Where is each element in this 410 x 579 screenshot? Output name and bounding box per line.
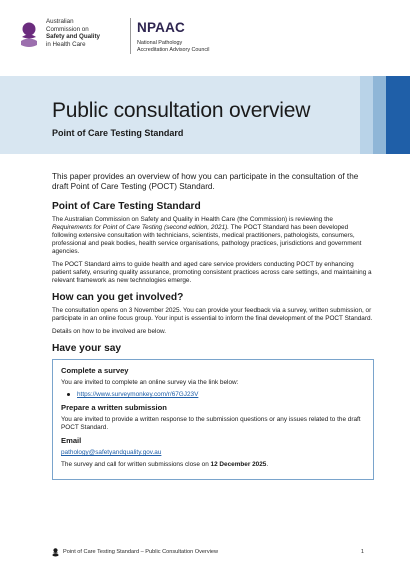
involved-paragraph-2: Details on how to be involved are below.: [52, 328, 167, 335]
poct-p1-italic: Requirements for Point of Care Testing (second edition, 2021).: [52, 224, 230, 231]
section-heading-involved: How can you get involved?: [52, 292, 184, 303]
poct-p1-start: The Australian Commission on Safety and Quality in Health Care (the Commission) is reviewing the: [52, 216, 333, 223]
page-footer: [52, 548, 364, 558]
have-your-say-box: [52, 359, 374, 480]
commission-logo-icon: [18, 22, 40, 52]
poct-paragraph-2: The POCT Standard aims to guide health and aged care service providers conducting POCT by enhancing patient safety, ensuring quality assurance, promoting consistent practices across care settings, and maintaining a relevant framework as new technologies emerge.: [52, 261, 372, 284]
commission-name: [46, 18, 100, 48]
page-subtitle: Point of Care Testing Standard: [52, 128, 184, 138]
logo-divider: [130, 18, 131, 54]
org-line: Commission on: [46, 25, 89, 33]
npaac-sub-line: Accreditation Advisory Council: [137, 46, 210, 53]
banner-stripe-dark: [386, 76, 410, 154]
page-title: Public consultation overview: [52, 99, 311, 122]
survey-link[interactable]: https://www.surveymonkey.com/r/67GJ23V: [77, 391, 199, 398]
survey-link-item: [61, 391, 365, 398]
org-line: Safety and Quality: [46, 33, 100, 41]
survey-heading: Complete a survey: [61, 366, 129, 375]
written-submission-text: You are invited to provide a written response to the submission questions or any issues related to the draft POCT Standard.: [61, 416, 361, 431]
email-link[interactable]: pathology@safetyandquality.gov.au: [61, 449, 162, 456]
email-heading: Email: [61, 436, 82, 445]
close-date: 12 December 2025: [210, 461, 267, 468]
involved-paragraph-1: The consultation opens on 3 November 2025. You can provide your feedback via a survey, written submission, or participate in an online focus group. Your input is essential to inform the final development of the POCT Standard.: [52, 307, 373, 322]
footer-text: Point of Care Testing Standard – Public Consultation Overview: [63, 549, 219, 555]
poct-p1-end: The POCT Standard has been developed following extensive consultation with technicians, scientists, medical practitioners, pathologists, consumers, professional and peak bodies, health service organisations, pathology practices, jurisdictions and government agencies.: [52, 224, 362, 255]
main-content: [52, 172, 374, 480]
npaac-logo-subtitle: [137, 40, 210, 53]
banner-stripe-mid: [373, 76, 386, 154]
section-heading-poct: Point of Care Testing Standard: [52, 201, 201, 212]
closing-date-text: [61, 461, 365, 469]
banner-stripe-light: [360, 76, 373, 154]
section-involved: [52, 292, 374, 336]
document-header: [0, 0, 410, 75]
close-text-end: .: [266, 461, 269, 468]
intro-paragraph: This paper provides an overview of how you can participate in the consultation of the draft Point of Care Testing (POCT) Standard.: [52, 172, 359, 191]
npaac-sub-line: National Pathology: [137, 40, 183, 46]
email-link-row: [61, 449, 365, 457]
close-text-start: The survey and call for written submissions close on: [61, 461, 211, 468]
page-number: 1: [360, 549, 364, 555]
commission-logo-icon: [52, 548, 59, 558]
bullet-icon: [67, 393, 70, 396]
poct-paragraph-1: [52, 216, 374, 256]
written-submission-heading: Prepare a written submission: [61, 403, 167, 412]
section-heading-have-your-say: Have your say: [52, 343, 122, 354]
section-poct: [52, 201, 374, 285]
org-line: in Health Care: [46, 40, 86, 48]
org-line: Australian: [46, 18, 74, 25]
survey-text: You are invited to complete an online survey via the link below:: [61, 379, 239, 386]
npaac-logo-title: NPAAC: [137, 20, 185, 35]
